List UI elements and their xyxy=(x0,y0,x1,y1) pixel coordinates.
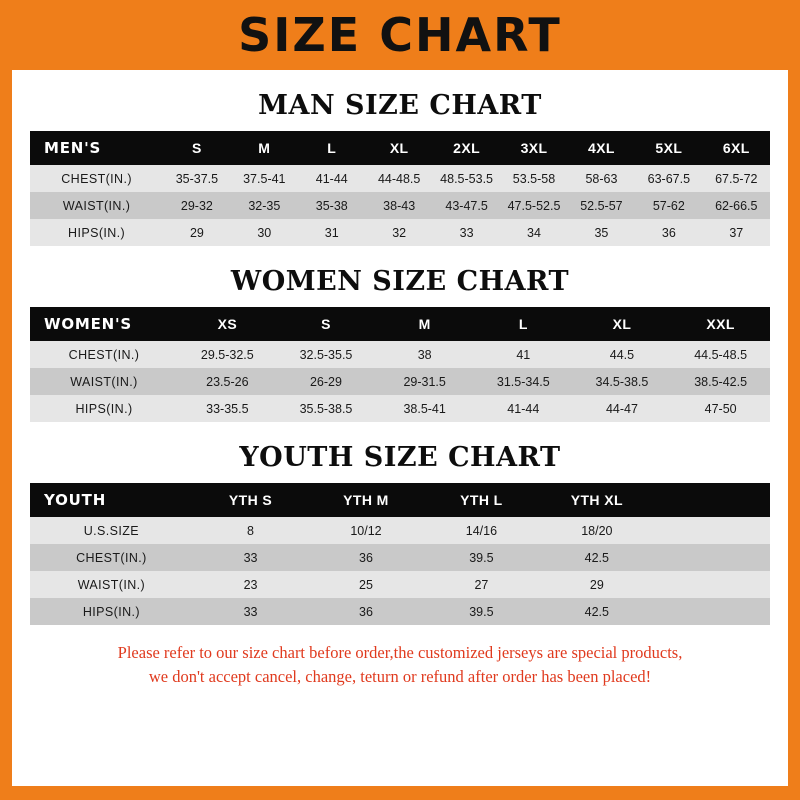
youth-col-empty xyxy=(655,483,770,517)
table-header-row xyxy=(30,131,770,165)
women-chest-l: 41 xyxy=(474,341,573,368)
women-size-table xyxy=(30,307,770,422)
youth-row-label-waist: WAIST(IN.) xyxy=(30,571,193,598)
youth-hips-xl: 42.5 xyxy=(539,598,654,625)
men-col-s: S xyxy=(163,131,230,165)
women-row-label-waist: WAIST(IN.) xyxy=(30,368,178,395)
banner xyxy=(0,0,800,70)
youth-hips-empty xyxy=(655,598,770,625)
youth-hips-s: 33 xyxy=(193,598,308,625)
women-waist-s: 26-29 xyxy=(277,368,376,395)
men-col-2xl: 2XL xyxy=(433,131,500,165)
youth-waist-l: 27 xyxy=(424,571,539,598)
men-waist-m: 32-35 xyxy=(231,192,298,219)
section-title-youth: YOUTH SIZE CHART xyxy=(239,442,561,473)
men-size-table xyxy=(30,131,770,246)
men-waist-l: 35-38 xyxy=(298,192,365,219)
youth-waist-empty xyxy=(655,571,770,598)
page-title: SIZE CHART xyxy=(238,8,562,62)
notice-text xyxy=(30,641,770,689)
men-hips-m: 30 xyxy=(231,219,298,246)
youth-chest-xl: 42.5 xyxy=(539,544,654,571)
content xyxy=(12,90,788,689)
youth-row-label-ussize: U.S.SIZE xyxy=(30,517,193,544)
men-waist-4xl: 52.5-57 xyxy=(568,192,635,219)
youth-ussize-s: 8 xyxy=(193,517,308,544)
youth-ussize-empty xyxy=(655,517,770,544)
women-waist-xs: 23.5-26 xyxy=(178,368,277,395)
men-waist-s: 29-32 xyxy=(163,192,230,219)
women-col-l: L xyxy=(474,307,573,341)
men-hips-s: 29 xyxy=(163,219,230,246)
women-waist-l: 31.5-34.5 xyxy=(474,368,573,395)
women-row-label-chest: CHEST(IN.) xyxy=(30,341,178,368)
bottom-accent-bar xyxy=(12,786,788,800)
men-chest-6xl: 67.5-72 xyxy=(703,165,770,192)
table-header-row xyxy=(30,483,770,517)
women-chest-xxl: 44.5-48.5 xyxy=(671,341,770,368)
table-row xyxy=(30,571,770,598)
men-hips-6xl: 37 xyxy=(703,219,770,246)
women-col-s: S xyxy=(277,307,376,341)
notice-line-2: we don't accept cancel, change, teturn or refund after order has been placed! xyxy=(148,666,652,686)
men-chest-5xl: 63-67.5 xyxy=(635,165,702,192)
men-hips-5xl: 36 xyxy=(635,219,702,246)
women-waist-m: 29-31.5 xyxy=(375,368,474,395)
youth-row-label-hips: HIPS(IN.) xyxy=(30,598,193,625)
women-hips-xxl: 47-50 xyxy=(671,395,770,422)
table-row xyxy=(30,598,770,625)
men-waist-6xl: 62-66.5 xyxy=(703,192,770,219)
men-col-4xl: 4XL xyxy=(568,131,635,165)
men-chest-l: 41-44 xyxy=(298,165,365,192)
women-hips-m: 38.5-41 xyxy=(375,395,474,422)
men-col-5xl: 5XL xyxy=(635,131,702,165)
youth-col-s: YTH S xyxy=(193,483,308,517)
men-hips-3xl: 34 xyxy=(500,219,567,246)
women-col-xxl: XXL xyxy=(671,307,770,341)
men-chest-s: 35-37.5 xyxy=(163,165,230,192)
men-hips-l: 31 xyxy=(298,219,365,246)
men-row-label-waist: WAIST(IN.) xyxy=(30,192,163,219)
youth-col-m: YTH M xyxy=(308,483,423,517)
table-row xyxy=(30,544,770,571)
men-waist-5xl: 57-62 xyxy=(635,192,702,219)
men-hips-xl: 32 xyxy=(365,219,432,246)
men-col-m: M xyxy=(231,131,298,165)
women-chest-xs: 29.5-32.5 xyxy=(178,341,277,368)
women-waist-xxl: 38.5-42.5 xyxy=(671,368,770,395)
section-title-women: WOMEN SIZE CHART xyxy=(230,266,570,297)
youth-chest-empty xyxy=(655,544,770,571)
men-col-xl: XL xyxy=(365,131,432,165)
youth-hips-l: 39.5 xyxy=(424,598,539,625)
women-col-m: M xyxy=(375,307,474,341)
women-chest-m: 38 xyxy=(375,341,474,368)
youth-col-l: YTH L xyxy=(424,483,539,517)
youth-ussize-m: 10/12 xyxy=(308,517,423,544)
women-hips-xl: 44-47 xyxy=(573,395,672,422)
youth-ussize-l: 14/16 xyxy=(424,517,539,544)
men-corner-label: MEN'S xyxy=(30,131,163,165)
table-row xyxy=(30,368,770,395)
youth-corner-label: YOUTH xyxy=(30,483,193,517)
youth-waist-s: 23 xyxy=(193,571,308,598)
youth-waist-m: 25 xyxy=(308,571,423,598)
men-waist-2xl: 43-47.5 xyxy=(433,192,500,219)
men-row-label-hips: HIPS(IN.) xyxy=(30,219,163,246)
women-hips-l: 41-44 xyxy=(474,395,573,422)
women-hips-s: 35.5-38.5 xyxy=(277,395,376,422)
women-chest-s: 32.5-35.5 xyxy=(277,341,376,368)
women-col-xs: XS xyxy=(178,307,277,341)
men-waist-xl: 38-43 xyxy=(365,192,432,219)
women-corner-label: WOMEN'S xyxy=(30,307,178,341)
men-hips-2xl: 33 xyxy=(433,219,500,246)
table-row xyxy=(30,192,770,219)
table-row xyxy=(30,219,770,246)
men-chest-2xl: 48.5-53.5 xyxy=(433,165,500,192)
men-row-label-chest: CHEST(IN.) xyxy=(30,165,163,192)
men-col-3xl: 3XL xyxy=(500,131,567,165)
youth-col-xl: YTH XL xyxy=(539,483,654,517)
men-chest-4xl: 58-63 xyxy=(568,165,635,192)
men-col-l: L xyxy=(298,131,365,165)
table-header-row xyxy=(30,307,770,341)
men-chest-xl: 44-48.5 xyxy=(365,165,432,192)
men-waist-3xl: 47.5-52.5 xyxy=(500,192,567,219)
section-title-men: MAN SIZE CHART xyxy=(258,90,542,121)
women-hips-xs: 33-35.5 xyxy=(178,395,277,422)
youth-chest-m: 36 xyxy=(308,544,423,571)
table-row xyxy=(30,517,770,544)
youth-chest-l: 39.5 xyxy=(424,544,539,571)
men-hips-4xl: 35 xyxy=(568,219,635,246)
youth-chest-s: 33 xyxy=(193,544,308,571)
women-row-label-hips: HIPS(IN.) xyxy=(30,395,178,422)
youth-ussize-xl: 18/20 xyxy=(539,517,654,544)
women-chest-xl: 44.5 xyxy=(573,341,672,368)
table-row xyxy=(30,341,770,368)
youth-waist-xl: 29 xyxy=(539,571,654,598)
men-col-6xl: 6XL xyxy=(703,131,770,165)
table-row xyxy=(30,395,770,422)
notice-line-1: Please refer to our size chart before order,the customized jerseys are special products, xyxy=(117,643,683,662)
youth-hips-m: 36 xyxy=(308,598,423,625)
women-col-xl: XL xyxy=(573,307,672,341)
women-waist-xl: 34.5-38.5 xyxy=(573,368,672,395)
men-chest-m: 37.5-41 xyxy=(231,165,298,192)
table-row xyxy=(30,165,770,192)
youth-size-table xyxy=(30,483,770,625)
youth-row-label-chest: CHEST(IN.) xyxy=(30,544,193,571)
men-chest-3xl: 53.5-58 xyxy=(500,165,567,192)
